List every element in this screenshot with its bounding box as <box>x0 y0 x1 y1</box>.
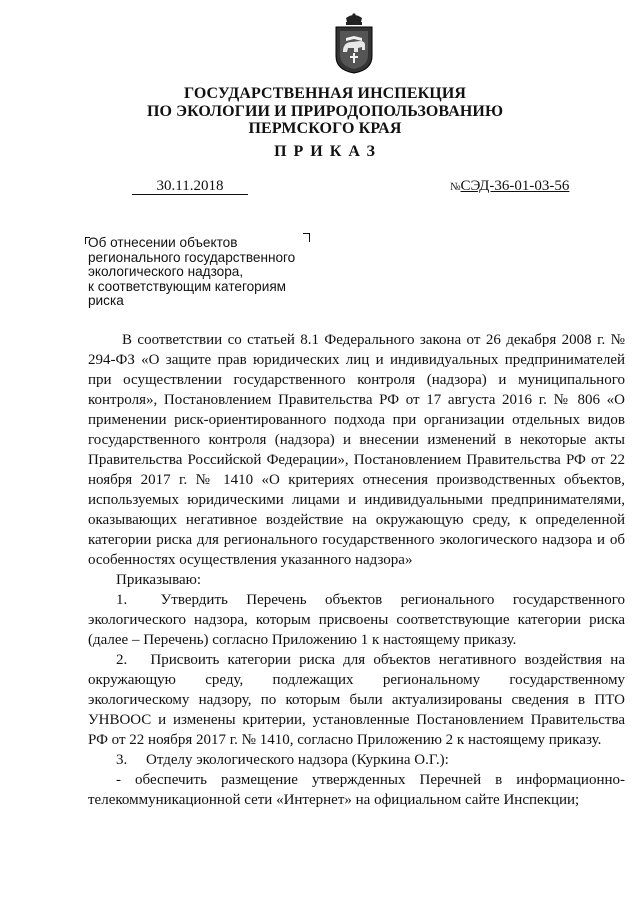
document-date: 30.11.2018 <box>132 178 248 195</box>
number-sign: № <box>450 181 461 193</box>
order-item-3: 3. Отделу экологического надзора (Куркина О.Г.): <box>116 752 449 768</box>
order-item-1: 1. Утвердить Перечень объектов регионального государственного экологического надзора, которым присвоены соответствующие категории риска (далее – Перечень) согласно Приложению 1 к настоящему приказу. <box>88 592 625 648</box>
organization-name-line2: ПО ЭКОЛОГИИ И ПРИРОДОПОЛЬЗОВАНИЮ <box>146 103 504 120</box>
document-type-title: ПРИКАЗ <box>274 143 382 160</box>
order-item-2: 2. Присвоить категории риска для объектов негативного воздействия на окружающую среду, подлежащих региональному государственному экологическому надзору, по которым были актуализированы сведения в ПТО УНВООС и изменены критерии, установленные Постановлением Правительства РФ от 22 ноября 2017 г. № 1410, согласно Приложению 2 к настоящему приказу. <box>88 652 625 748</box>
organization-name-line1: ГОСУДАРСТВЕННАЯ ИНСПЕКЦИЯ <box>183 85 467 102</box>
preamble-paragraph: В соответствии со статьей 8.1 Федерального закона от 26 декабря 2008 г. № 294-ФЗ «О защите прав юридических лиц и индивидуальных предпринимателей при осуществлении государственного контроля (надзора) и муниципального контроля», Постановлением Правительства РФ от 17 августа 2016 г. № 806 «О применении риск-ориентированного подхода при организации отдельных видов государственного контроля (надзора) и внесении изменений в некоторые акты Правительства Российской Федерации», Постановлением Правительства РФ от 22 ноября 2017 г. № 1410 «О критериях отнесения производственных объектов, используемых юридическими лицами и индивидуальными предпринимателями, оказывающих негативное воздействие на окружающую среду, к определенной категории риска для регионального государственного экологического надзора и об особенностях осуществления указанного надзора» <box>88 332 625 568</box>
document-number-value: СЭД-36-01-03-56 <box>460 178 570 194</box>
document-number <box>450 178 569 195</box>
document-subject <box>88 236 318 309</box>
organization-name-line3: ПЕРМСКОГО КРАЯ <box>248 120 402 137</box>
order-word: Приказываю: <box>116 572 201 588</box>
subject-line: риска <box>88 293 124 308</box>
subject-line: экологического надзора, <box>88 264 244 279</box>
subject-line: к соответствующим категориям <box>88 278 287 294</box>
document-body <box>88 330 625 810</box>
perm-krai-emblem-icon <box>332 12 376 74</box>
subject-line: регионального государственного <box>88 249 296 265</box>
subject-line: Об отнесении объектов <box>88 235 238 250</box>
order-item-3-subitem: - обеспечить размещение утвержденных Перечней в информационно-телекоммуникационной сети «Интернет» на официальном сайте Инспекции; <box>88 772 625 808</box>
